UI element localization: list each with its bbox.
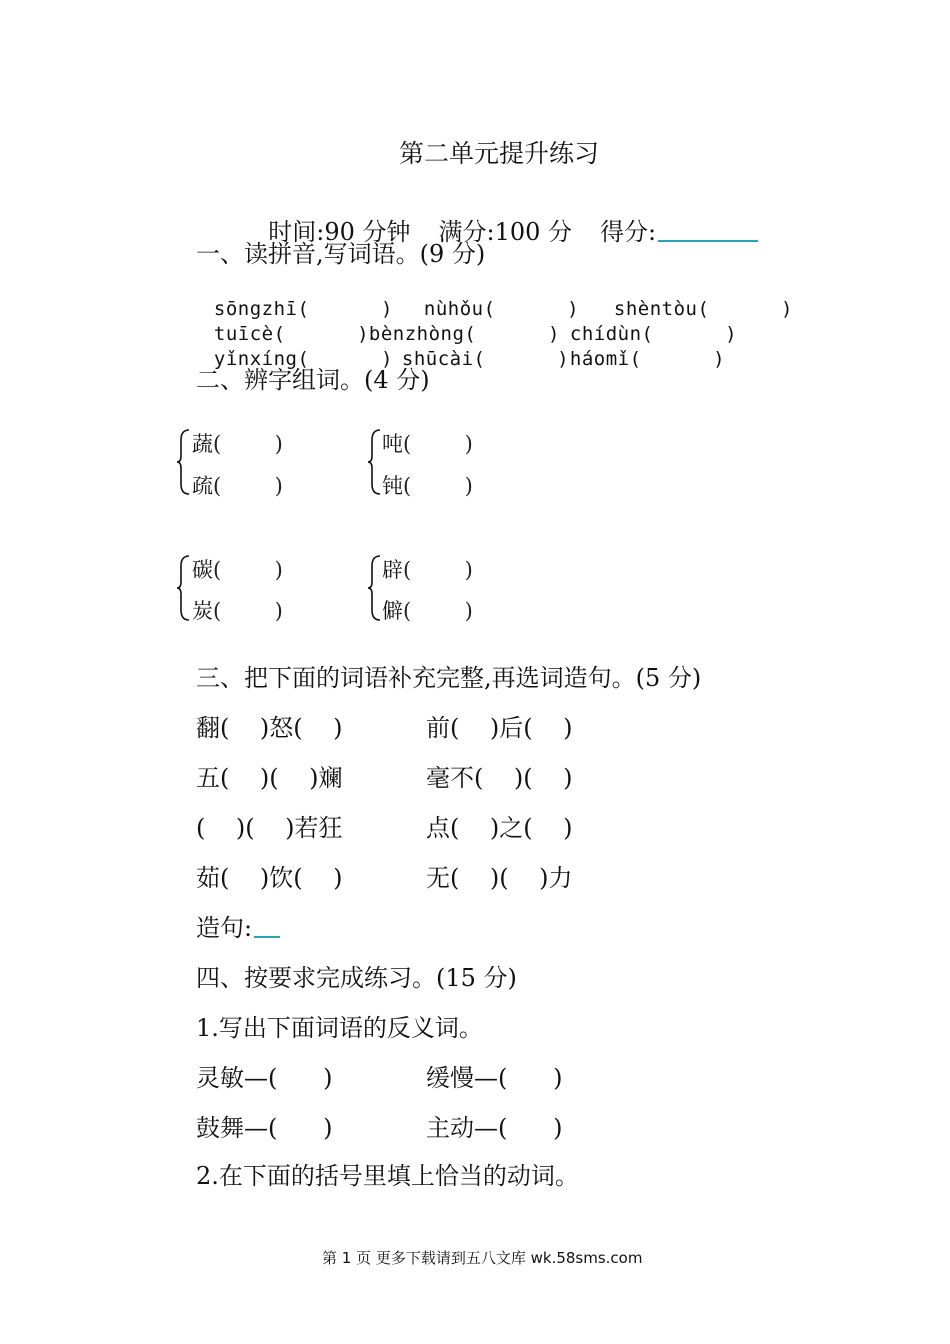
full-score: 满分:100 分 <box>438 218 573 246</box>
page-title: 第二单元提升练习 <box>399 139 600 168</box>
answer-paren[interactable]: ( ) <box>213 599 283 623</box>
idiom-row-3a[interactable]: ( )( )若狂 <box>196 814 343 842</box>
answer-paren[interactable]: ( ) <box>403 474 473 498</box>
pinyin-row-3c <box>546 326 725 370</box>
section3-heading: 三、把下面的词语补充完整,再选词造句。(5 分) <box>196 664 702 692</box>
idiom-row-1a[interactable]: 翻( )怒( ) <box>196 714 343 742</box>
idiom-row-4b[interactable]: 无( )( )力 <box>426 864 573 892</box>
char: 蔬 <box>192 432 213 456</box>
pinyin-item[interactable]: tuīcè( ) <box>213 323 370 345</box>
group4-top <box>382 554 473 584</box>
idiom-row-4a[interactable]: 茹( )饮( ) <box>196 864 343 892</box>
brace-icon <box>177 428 191 496</box>
section4-heading: 四、按要求完成练习。(15 分) <box>196 964 517 992</box>
make-sentence-label: 造句: <box>196 914 253 942</box>
question-1: 1.写出下面词语的反义词。 <box>196 1014 483 1042</box>
brace-icon <box>368 428 382 496</box>
group3-top <box>192 554 283 584</box>
score-blank[interactable] <box>658 218 758 242</box>
pinyin-item[interactable]: bènzhòng( ) <box>368 323 560 345</box>
pinyin-item[interactable]: shèntòu( ) <box>613 298 793 320</box>
antonym-2b[interactable]: 主动—( ) <box>426 1114 563 1142</box>
pinyin-item[interactable]: shūcài( ) <box>401 348 570 370</box>
antonym-2a[interactable]: 鼓舞—( ) <box>196 1114 333 1142</box>
pinyin-item[interactable]: sōngzhī( ) <box>213 298 393 320</box>
char: 钝 <box>382 474 403 498</box>
sentence-blank[interactable] <box>254 916 280 938</box>
group1-top <box>192 428 283 458</box>
question-2: 2.在下面的括号里填上恰当的动词。 <box>196 1162 579 1190</box>
group2-bottom <box>382 470 473 500</box>
group1-bottom <box>192 470 283 500</box>
group2-top <box>382 428 473 458</box>
idiom-row-1b[interactable]: 前( )后( ) <box>426 714 573 742</box>
pinyin-item[interactable]: háomǐ( ) <box>569 348 726 370</box>
char: 疏 <box>192 474 213 498</box>
char: 吨 <box>382 432 403 456</box>
score-label: 得分: <box>600 218 657 246</box>
pinyin-item[interactable]: yǐnxíng( ) <box>213 348 393 370</box>
idiom-row-2b[interactable]: 毫不( )( ) <box>426 764 573 792</box>
section2-heading: 二、辨字组词。(4 分) <box>196 366 430 394</box>
char: 碳 <box>192 558 213 582</box>
char: 僻 <box>382 599 403 623</box>
answer-paren[interactable]: ( ) <box>213 558 283 582</box>
answer-paren[interactable]: ( ) <box>213 432 283 456</box>
pinyin-item[interactable]: chídùn( ) <box>569 323 738 345</box>
answer-paren[interactable]: ( ) <box>403 558 473 582</box>
group3-bottom <box>192 595 283 625</box>
char: 辟 <box>382 558 403 582</box>
make-sentence <box>196 908 280 943</box>
answer-paren[interactable]: ( ) <box>213 474 283 498</box>
antonym-1a[interactable]: 灵敏—( ) <box>196 1064 333 1092</box>
brace-icon <box>177 554 191 622</box>
time-limit: 时间:90 分钟 <box>268 218 411 246</box>
group4-bottom <box>382 595 473 625</box>
char: 炭 <box>192 599 213 623</box>
answer-paren[interactable]: ( ) <box>403 432 473 456</box>
idiom-row-3b[interactable]: 点( )之( ) <box>426 814 573 842</box>
pinyin-item[interactable]: nùhǒu( ) <box>423 298 580 320</box>
antonym-1b[interactable]: 缓慢—( ) <box>426 1064 563 1092</box>
answer-paren[interactable]: ( ) <box>403 599 473 623</box>
page-footer: 第 1 页 更多下载请到五八文库 wk.58sms.com <box>322 1249 643 1267</box>
brace-icon <box>368 554 382 622</box>
idiom-row-2a[interactable]: 五( )( )斓 <box>196 764 343 792</box>
section1-heading: 一、读拼音,写词语。(9 分) <box>196 240 486 268</box>
